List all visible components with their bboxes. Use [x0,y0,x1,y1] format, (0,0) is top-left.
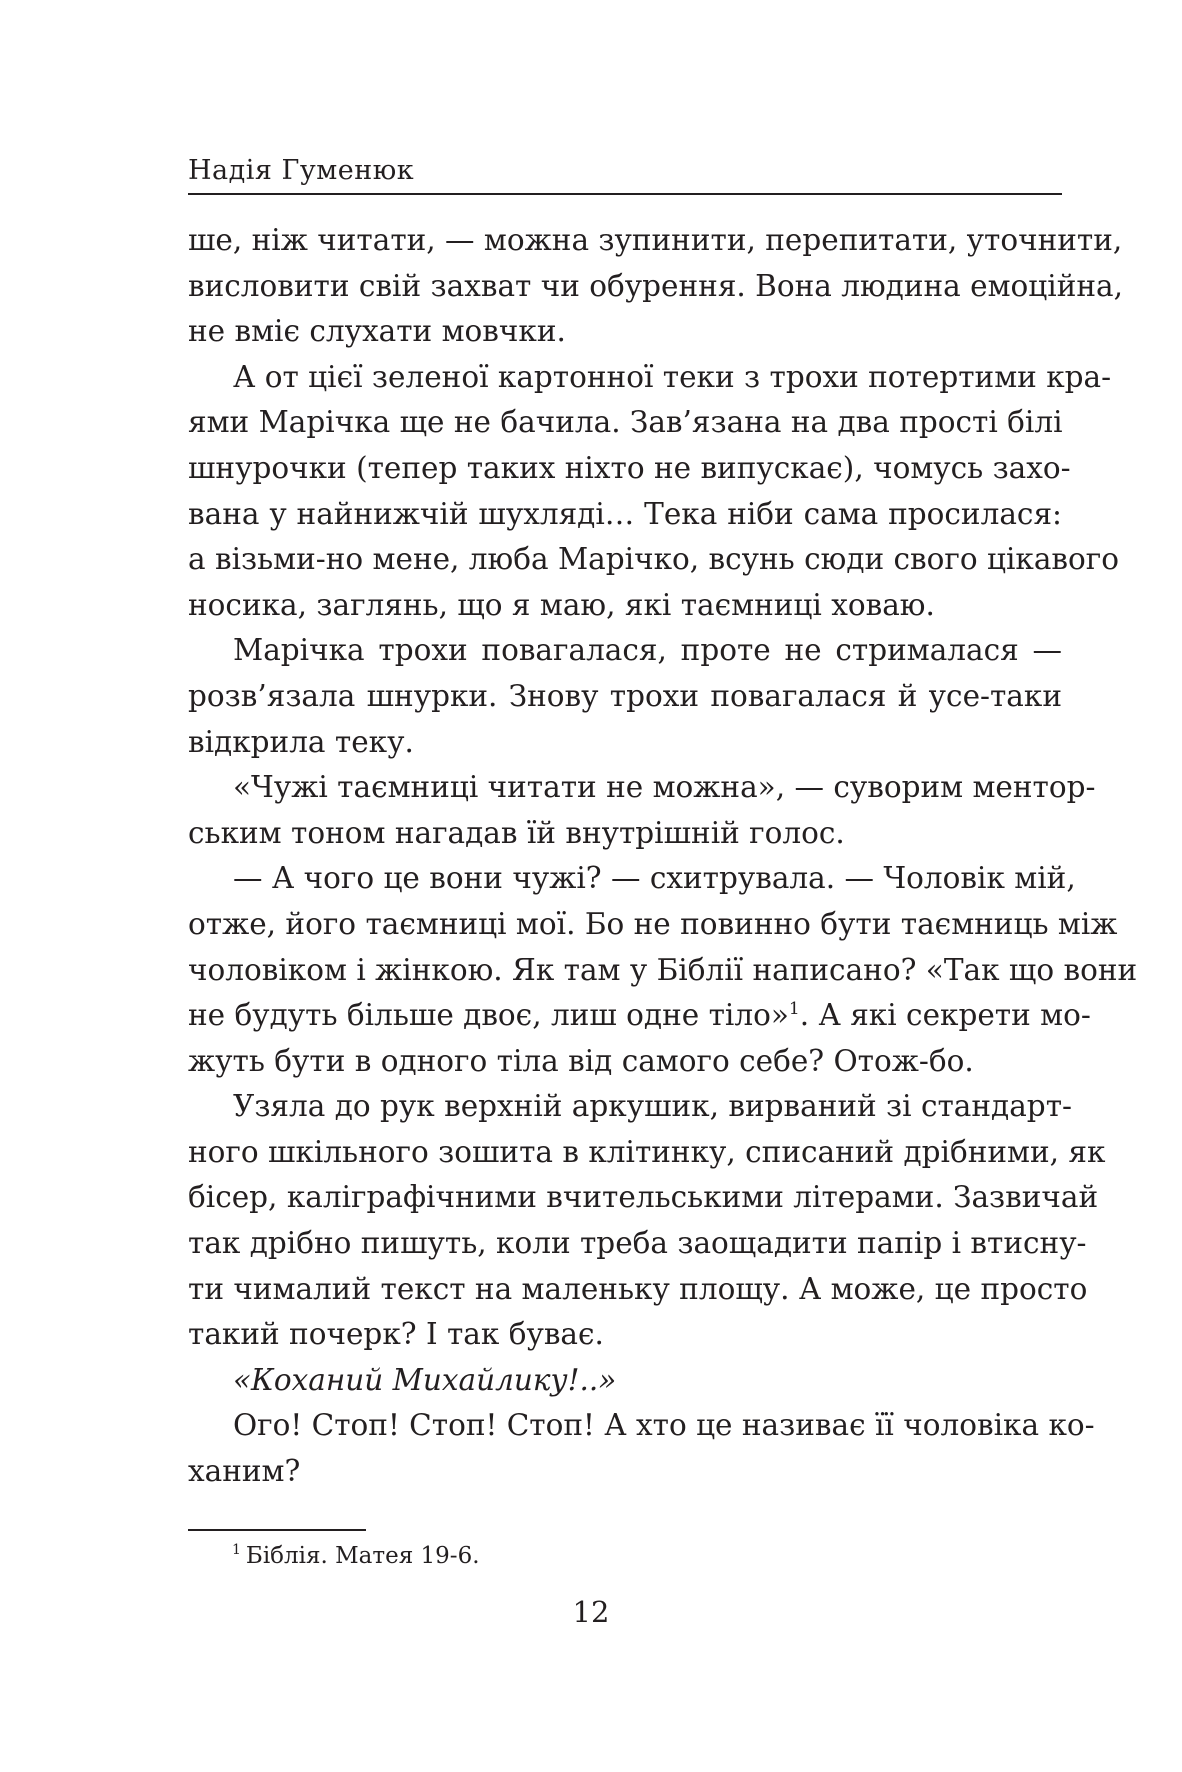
text-line: а візьми-но мене, люба Марічко, всунь сюди свого цікавого [188,542,1120,577]
text-line: шнурочки (тепер таких ніхто не випускає), чомусь захо- [188,450,1071,485]
text-line: вана у найнижчій шухляді… Тека ніби сама просилася: [188,496,1062,531]
running-head-author: Надія Гуменюк [188,155,415,186]
text-line: отже, його таємниці мої. Бо не повинно бути таємниць між [188,906,1118,941]
text-line: так дрібно пишуть, коли треба заощадити папір і втисну- [188,1226,1087,1261]
text-line: не вміє слухати мовчки. [188,314,566,349]
text-line: Узяла до рук верхній аркушик, вирваний зі стандарт- [233,1089,1072,1124]
text-line: бісер, каліграфічними вчительськими літерами. Зазвичай [188,1180,1099,1215]
text-run: . А які секрети мо- [799,998,1091,1033]
text-line: жуть бути в одного тіла від самого себе? Отож-бо. [188,1043,974,1078]
page-number: 12 [572,1595,610,1629]
letter-salutation: «Коханий Михайлику!..» [233,1362,617,1397]
footnote-reference: 1 [788,999,800,1020]
text-line: ським тоном нагадав їй внутрішній голос. [188,815,845,850]
text-run: не будуть більше двоє, лиш одне тіло» [188,998,789,1033]
body-text [188,218,1138,1495]
footnote-marker: 1 [232,1542,241,1559]
footnote [232,1540,480,1572]
footnote-rule [188,1529,366,1531]
header-rule [188,193,1062,195]
text-line: розв’язала шнурки. Знову трохи повагалася й усе-таки [188,678,1062,713]
text-line: ного шкільного зошита в клітинку, списаний дрібними, як [188,1134,1106,1169]
text-line: А от цієї зеленої картонної теки з трохи потертими кра- [233,359,1112,394]
text-line: ханим? [188,1454,301,1489]
text-line: «Чужі таємниці читати не можна», — суворим ментор- [233,770,1096,805]
footnote-text: Біблія. Матея 19-6. [245,1543,480,1569]
text-line: відкрила теку. [188,724,414,759]
text-line-with-footnote [188,993,1091,1039]
text-line: чоловіком і жінкою. Як там у Біблії написано? «Так що вони [188,952,1138,987]
text-line: носика, заглянь, що я маю, які таємниці ховаю. [188,587,935,622]
text-line: висловити свій захват чи обурення. Вона людина емоційна, [188,268,1123,303]
text-line: Марічка трохи повагалася, проте не стрималася — [233,633,1062,668]
text-line: — А чого це вони чужі? — схитрувала. — Чоловік мій, [233,861,1076,896]
text-line: ше, ніж читати, — можна зупинити, перепитати, уточнити, [188,223,1123,257]
text-line: ти чималий текст на маленьку площу. А може, це просто [188,1271,1088,1306]
text-line: ями Марічка ще не бачила. Зав’язана на два прості білі [188,405,1063,440]
text-line: такий почерк? І так буває. [188,1317,604,1352]
text-line: Ого! Стоп! Стоп! Стоп! А хто це називає її чоловіка ко- [233,1408,1095,1443]
